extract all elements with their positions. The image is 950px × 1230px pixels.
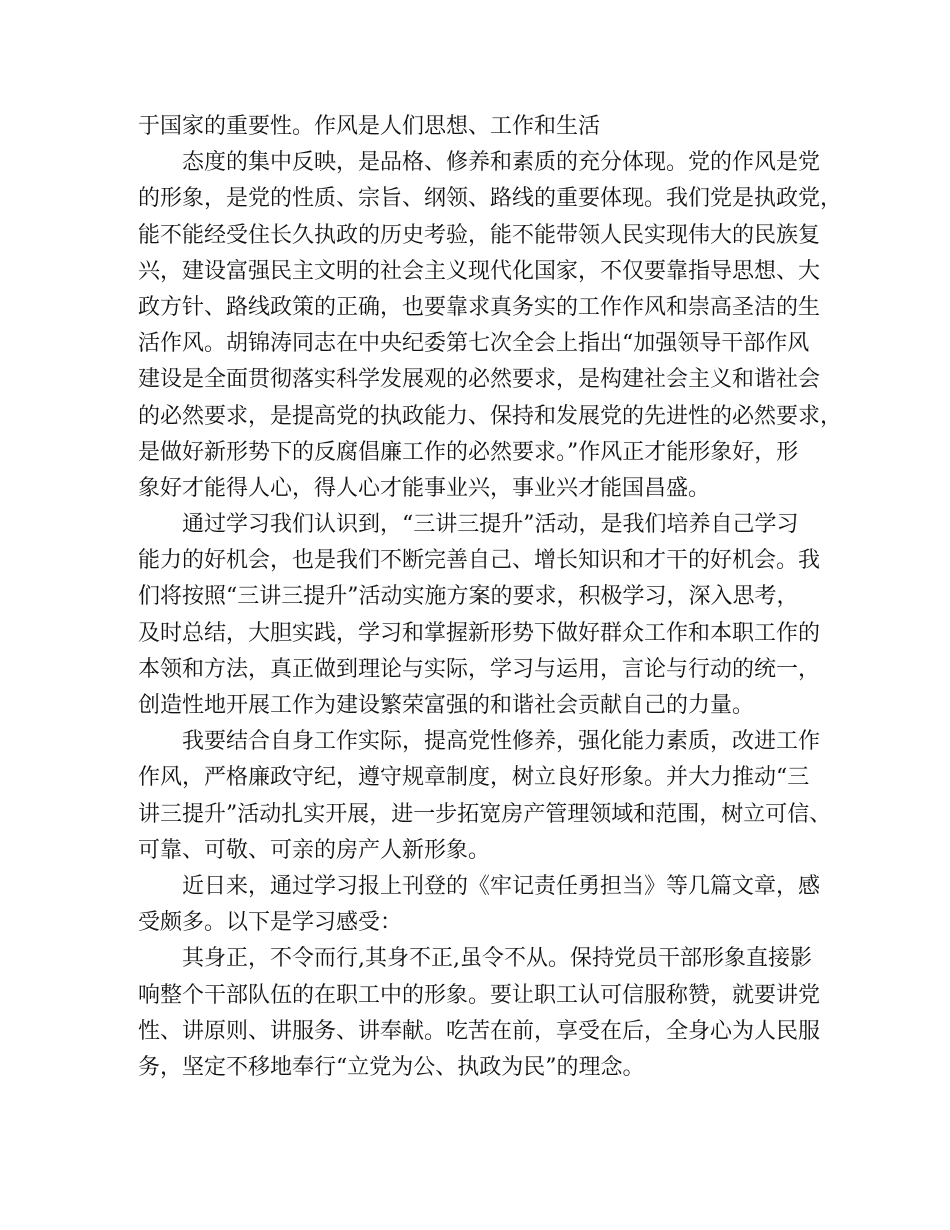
paragraph-first-line: 其身正，不令而行,其身不正,虽令不从。保持党员干部形象直接影 (182, 946, 812, 972)
text-line: 可靠、可敬、可亲的房产人新形象。 (138, 837, 491, 863)
text-line: 建设是全面贯彻落实科学发展观的必然要求，是构建社会主义和谐社会 (138, 367, 821, 393)
text-line: 务，坚定不移地奉行“立党为公、执政为民”的理念。 (138, 1054, 645, 1080)
document-body (138, 109, 843, 1086)
text-line: 于国家的重要性。作风是人们思想、工作和生活 (138, 114, 601, 139)
text-line: 活作风。胡锦涛同志在中央纪委第七次全会上指出“加强领导干部作风 (138, 331, 810, 357)
text-line: 创造性地开展工作为建设繁荣富强的和谐社会贡献自己的力量。 (138, 693, 755, 718)
text-line: 作风，严格廉政守纪，遵守规章制度，树立良好形象。并大力推动“三 (138, 765, 810, 791)
text-line: 能不能经受住长久执政的历史考验，能不能带领人民实现伟大的民族复 (138, 222, 821, 248)
text-line: 响整个干部队伍的在职工中的形象。要让职工认可信服称赞，就要讲党 (138, 982, 821, 1008)
text-line: 及时总结，大胆实践，学习和掌握新形势下做好群众工作和本职工作的 (138, 620, 821, 646)
paragraph-first-line: 我要结合自身工作实际，提高党性修养，强化能力素质，改进工作 (182, 729, 821, 755)
text-line: 性、讲原则、讲服务、讲奉献。吃苦在前，享受在后，全身心为人民服 (138, 1018, 821, 1044)
text-line: 本领和方法，真正做到理论与实际，学习与运用，言论与行动的统一， (138, 656, 821, 682)
text-line: 受颇多。以下是学习感受： (138, 910, 403, 936)
text-line: 能力的好机会，也是我们不断完善自己、增长知识和才干的好机会。我 (138, 548, 821, 574)
paragraph-first-line: 通过学习我们认识到，“三讲三提升”活动，是我们培养自己学习 (182, 512, 799, 538)
text-line: 讲三提升”活动扎实开展，进一步拓宽房产管理领域和范围，树立可信、 (138, 801, 832, 827)
text-line: 是做好新形势下的反腐倡廉工作的必然要求。”作风正才能形象好，形 (138, 439, 799, 465)
text-line: 们将按照“三讲三提升”活动实施方案的要求，积极学习，深入思考， (138, 584, 799, 610)
text-line: 象好才能得人心，得人心才能事业兴，事业兴才能国昌盛。 (138, 475, 711, 501)
text-line: 政方针、路线政策的正确，也要靠求真务实的工作作风和崇高圣洁的生 (138, 294, 821, 320)
text-line: 的必然要求，是提高党的执政能力、保持和发展党的先进性的必然要求， (138, 403, 843, 429)
paragraph-first-line: 近日来，通过学习报上刊登的《牢记责任勇担当》等几篇文章，感 (182, 873, 821, 899)
paragraph-first-line: 态度的集中反映，是品格、修养和素质的充分体现。党的作风是党 (182, 150, 821, 176)
text-line: 兴，建设富强民主文明的社会主义现代化国家，不仅要靠指导思想、大 (138, 258, 821, 284)
text-line: 的形象，是党的性质、宗旨、纲领、路线的重要体现。我们党是执政党， (138, 186, 843, 212)
